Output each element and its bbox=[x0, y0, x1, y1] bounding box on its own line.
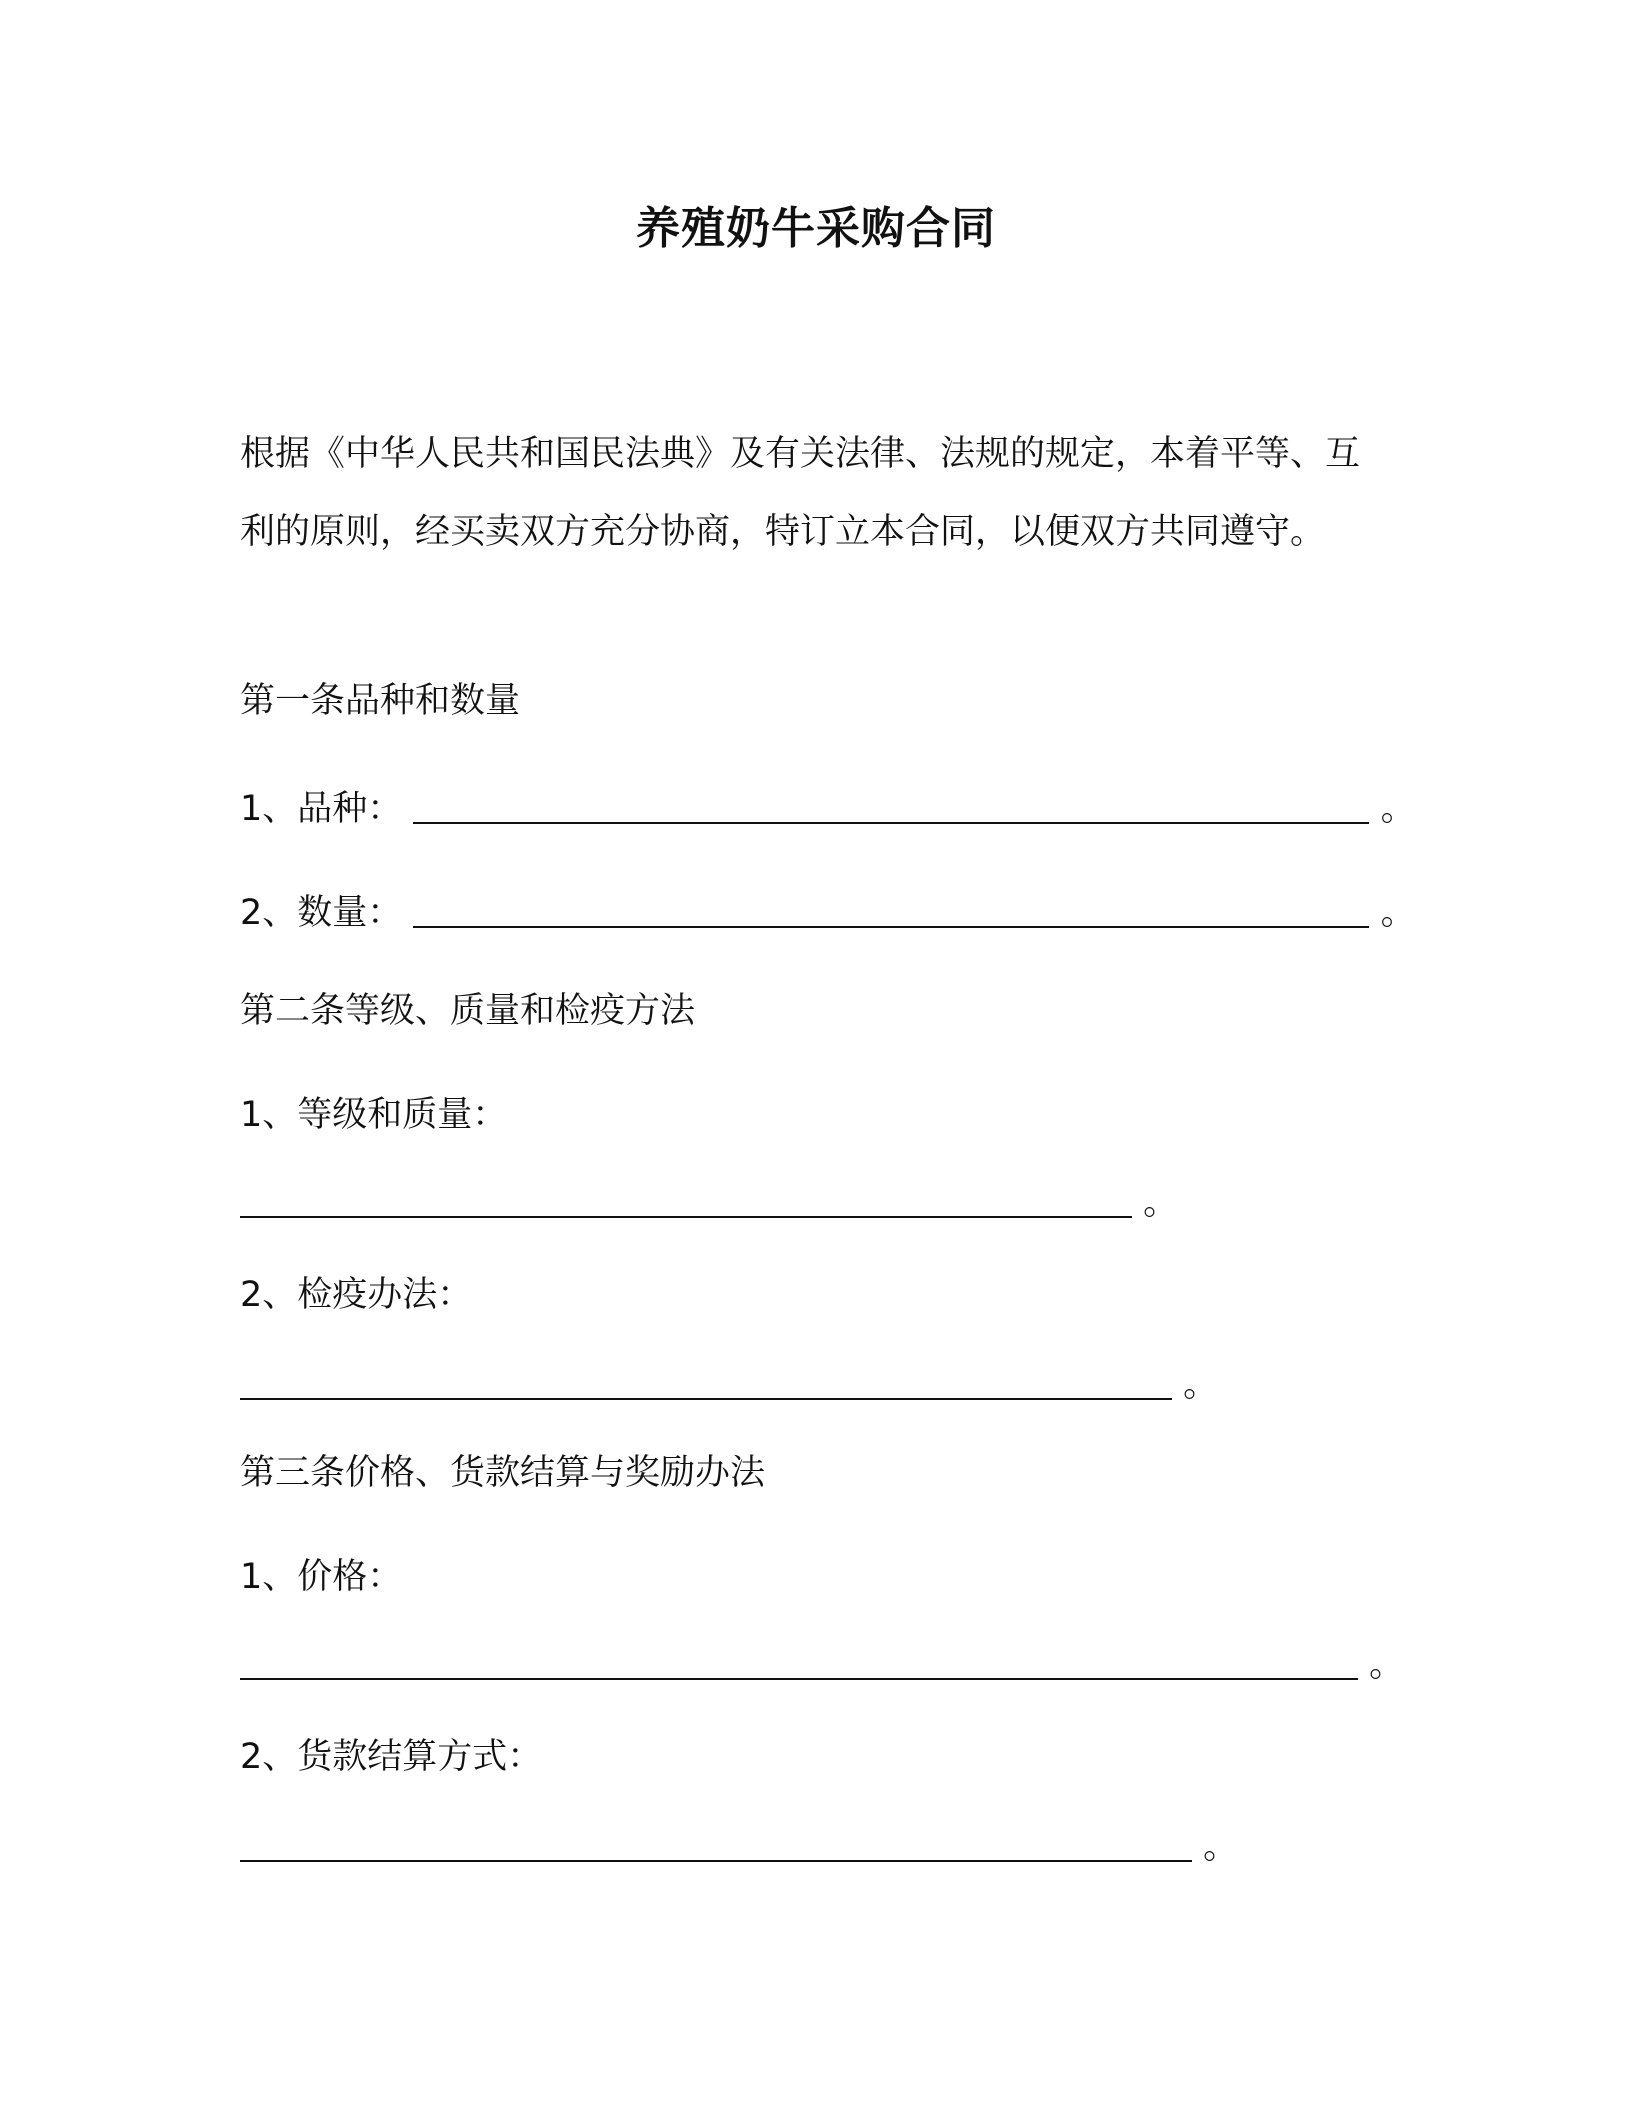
article-2-item-2 bbox=[240, 1360, 1218, 1410]
inspection-label: 2、检疫办法： bbox=[240, 1275, 473, 1315]
variety-period: 。 bbox=[1380, 789, 1416, 829]
inspection-blank-field[interactable] bbox=[240, 1360, 1172, 1400]
article-3-item-1 bbox=[240, 1640, 1404, 1690]
article-2-item-1 bbox=[240, 1178, 1178, 1228]
quantity-blank-field[interactable] bbox=[413, 888, 1369, 928]
price-label: 1、价格： bbox=[240, 1557, 403, 1597]
article-1-item-1 bbox=[240, 784, 1416, 834]
article-1-item-2 bbox=[240, 888, 1416, 938]
variety-label: 1、品种： bbox=[240, 789, 403, 829]
article-3-heading: 第三条价格、货款结算与奖励办法 bbox=[240, 1453, 766, 1493]
price-period: 。 bbox=[1369, 1645, 1405, 1685]
grade-quality-label: 1、等级和质量： bbox=[240, 1095, 508, 1135]
inspection-period: 。 bbox=[1183, 1365, 1219, 1405]
article-2-heading: 第二条等级、质量和检疫方法 bbox=[240, 991, 696, 1031]
quantity-label: 2、数量： bbox=[240, 893, 403, 933]
article-3-item-2 bbox=[240, 1822, 1238, 1872]
variety-blank-field[interactable] bbox=[413, 784, 1369, 824]
price-blank-field[interactable] bbox=[240, 1640, 1358, 1680]
payment-method-blank-field[interactable] bbox=[240, 1822, 1192, 1862]
quantity-period: 。 bbox=[1380, 893, 1416, 933]
document-title: 养殖奶牛采购合同 bbox=[636, 203, 996, 254]
payment-method-label: 2、货款结算方式： bbox=[240, 1737, 543, 1777]
payment-method-period: 。 bbox=[1203, 1827, 1239, 1867]
grade-quality-blank-field[interactable] bbox=[240, 1178, 1132, 1218]
preamble-paragraph: 根据《中华人民共和国民法典》及有关法律、法规的规定，本着平等、互利的原则，经买卖双方充分协商，特订立本合同，以便双方共同遵守。 bbox=[240, 434, 1361, 552]
article-1-heading: 第一条品种和数量 bbox=[240, 681, 521, 721]
grade-quality-period: 。 bbox=[1143, 1183, 1179, 1223]
